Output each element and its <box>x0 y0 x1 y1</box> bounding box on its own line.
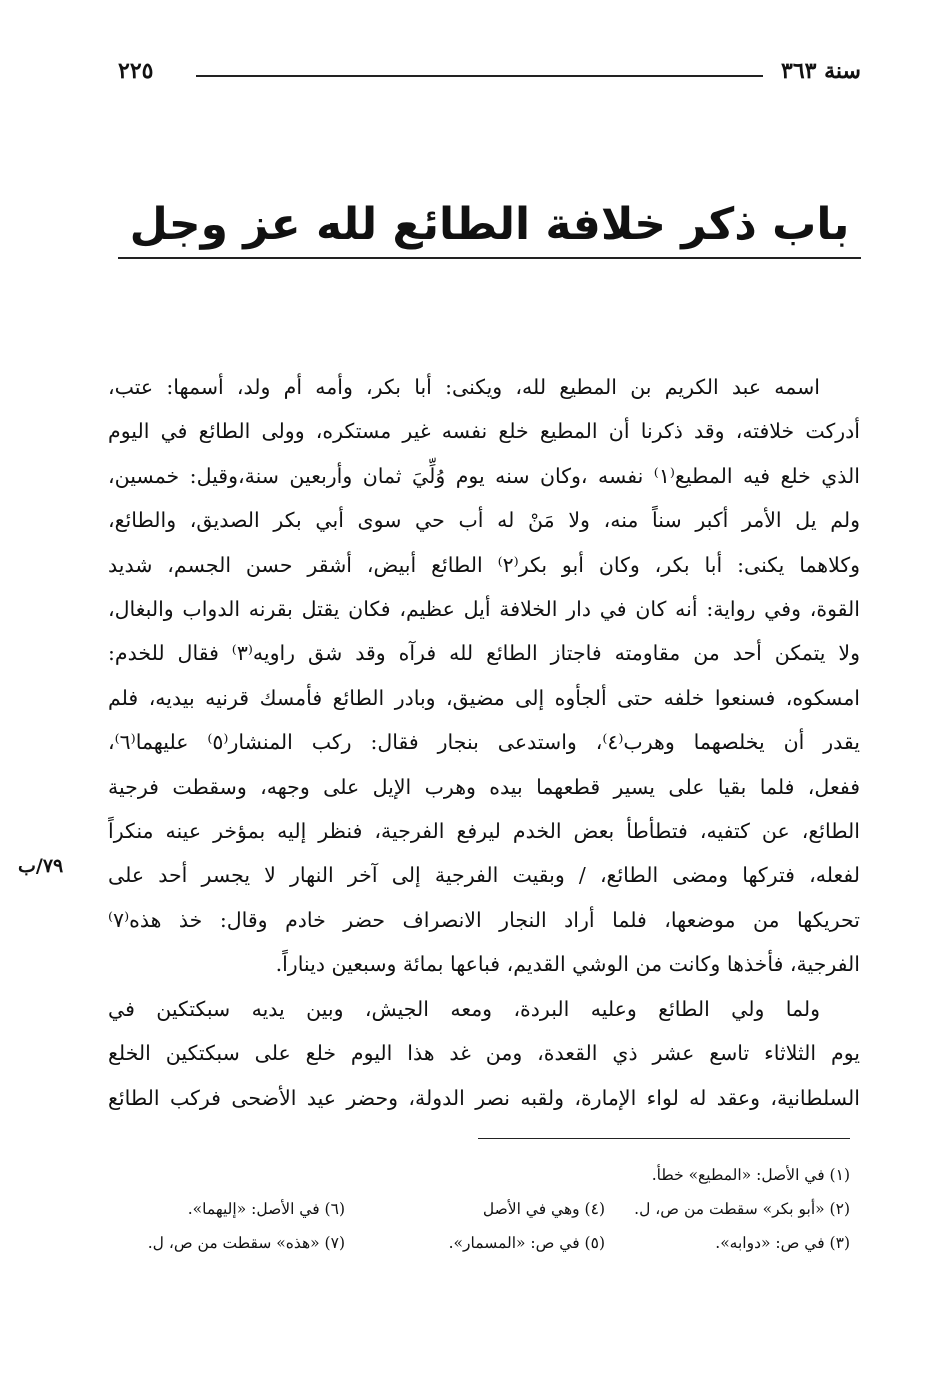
body-line: تحريكها من موضعها، فلما أراد النجار الانصراف حضر خادم وقال: خذ هذه⁽٧⁾ <box>108 907 860 932</box>
body-line: يوم الثلاثاء تاسع عشر ذي القعدة، ومن غد هذا اليوم خلع على سبكتكين الخلع <box>108 1041 860 1066</box>
footnote: (٧) «هذه» سقطت من ص، ل. <box>147 1234 345 1252</box>
footnote <box>345 1158 605 1192</box>
footnote: (٦) في الأصل: «إليهما». <box>187 1200 345 1218</box>
body-line: ولم يل الأمر أكبر سناً منه، ولا مَنْ له أب حي سوى أبي بكر الصديق، والطائع، <box>108 508 860 533</box>
footnotes <box>130 1158 850 1260</box>
footnote-row <box>130 1192 850 1226</box>
body-line: وكلاهما يكنى: أبا بكر، وكان أبو بكر⁽٢⁾ الطائع أبيض، أشقر حسن الجسم، شديد <box>108 552 860 577</box>
chapter-title: باب ذكر خلافة الطائع لله عز وجل <box>129 199 850 250</box>
body-line: الطائع، عن كتفيه، فتطأطأ بعض الخدم ليرفع الفرجية، فنظر إليه بمؤخر عينه منكراً <box>108 819 860 844</box>
body-line: ففعل، فلما بقيا على يسير قطعهما بيده وهرب الإيل على وجهه، وسقطت فرجية <box>108 774 860 799</box>
footnote-row <box>130 1158 850 1192</box>
page-number: ٢٢٥ <box>118 58 154 84</box>
body-line: يقدر أن يخلصهما وهرب⁽٤⁾، واستدعى بنجار فقال: ركب المنشار⁽٥⁾ عليهما⁽٦⁾، <box>108 730 860 755</box>
folio-margin-note: ٧٩/ب <box>18 855 64 877</box>
footnote: (٤) وهي في الأصل <box>482 1200 605 1218</box>
footnote <box>130 1158 345 1192</box>
footnote: (١) في الأصل: «المطيع» خطأ. <box>651 1166 850 1184</box>
footnote: (٥) في ص: «المسمار». <box>448 1234 605 1252</box>
body-line: الذي خلع فيه المطيع⁽١⁾ نفسه ،وكان سنه يوم وُلِّيَ ثمان وأربعين سنة،وقيل: خمسين، <box>108 463 860 488</box>
footnote-row <box>130 1226 850 1260</box>
body-line: الفرجية، فأخذها وكانت من الوشي القديم، فباعها بمائة وسبعين ديناراً. <box>275 952 860 977</box>
page-header <box>118 58 861 92</box>
body-line: أدركت خلافته، وقد ذكرنا أن المطيع خلع نفسه غير مستكره، وولى الطائع في اليوم <box>108 419 860 444</box>
body-line: ولما ولي الطائع وعليه البردة، ومعه الجيش، وبين يديه سبكتكين في <box>108 996 820 1021</box>
body-line: ولا يتمكن أحد من مقاومته فاجتاز الطائع لله فرآه وقد شق راويه⁽٣⁾ فقال للخدم: <box>108 641 860 666</box>
body-line: امسكوه، فسنعوا خلفه حتى ألجأوه إلى مضيق، وبادر الطائع فأمسك قرنيه بيديه، فلم <box>108 685 860 710</box>
footnote: (٣) في ص: «دوابه». <box>715 1234 850 1252</box>
title-underline <box>118 257 861 259</box>
body-line: اسمه عبد الكريم بن المطيع لله، ويكنى: أبا بكر، وأمه أم ولد، أسمها: عتب، <box>108 375 820 399</box>
body-line: لفعله، فتركها ومضى الطائع، / وبقيت الفرجية إلى آخر النهار لا يجسر أحد على <box>108 863 860 888</box>
body-line: القوة، وفي رواية: أنه كان في دار الخلافة أيل عظيم، فكان يقتل بقرنه الدواب والبغال، <box>108 597 860 622</box>
body-line: السلطانية، وعقد له لواء الإمارة، ولقبه نصر الدولة، وحضر عيد الأضحى فركب الطائع <box>108 1085 860 1110</box>
body-text <box>108 365 860 1120</box>
header-year: سنة ٣٦٣ <box>781 58 861 84</box>
footnote: (٢) «أبو بكر» سقطت من ص، ل. <box>634 1200 850 1218</box>
footnote-rule <box>478 1138 850 1139</box>
header-rule <box>196 75 763 77</box>
